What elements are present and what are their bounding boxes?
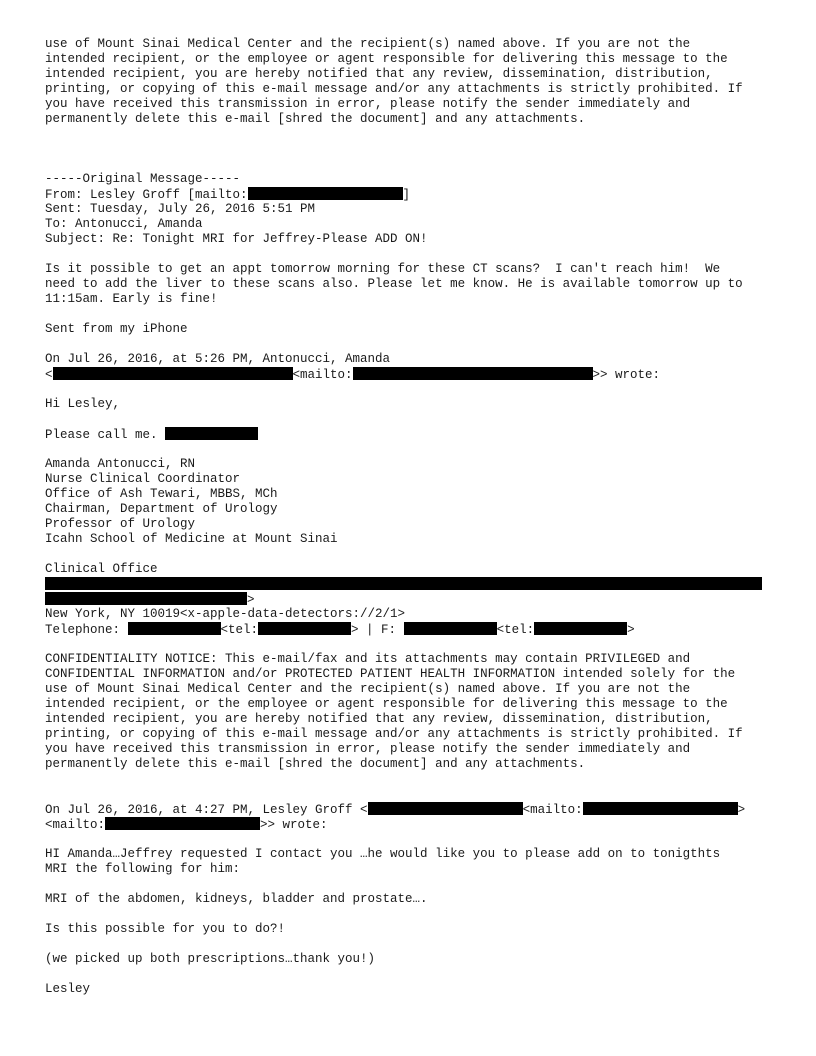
signature-line: Nurse Clinical Coordinator [45,472,241,486]
mri-request: MRI of the abdomen, kidneys, bladder and prostate…. [45,892,428,906]
signature-line: Amanda Antonucci, RN [45,457,196,471]
reply-header: On Jul 26, 2016, at 4:27 PM, Lesley Groff < <mailto: > [45,803,746,817]
signature-line: Icahn School of Medicine at Mount Sinai [45,532,338,546]
from-label: From: Lesley Groff [mailto: [45,188,248,202]
notice-line: intended recipient, or the employee or agent responsible for delivering this message to the [45,697,728,711]
notice-line: you have received this transmission in error, please notify the sender immediately and [45,97,691,111]
redaction-block [45,592,247,605]
notice-line: printing, or copying of this e-mail message and/or any attachments is strictly prohibited. If [45,82,743,96]
redaction-block [258,622,351,635]
to-line: To: Antonucci, Amanda [45,217,203,231]
redaction-block [53,367,293,380]
address-line [45,577,762,592]
body-line: Is it possible to get an appt tomorrow morning for these CT scans? I can't reach him! We [45,262,721,276]
redaction-block [534,622,627,635]
notice-line: intended recipient, you are hereby notified that any review, dissemination, distribution, [45,67,713,81]
from-line [45,187,410,202]
telephone-line: Telephone: <tel: > | F: <tel: > [45,623,635,637]
redaction-block [353,367,593,380]
signature-line: Office of Ash Tewari, MBBS, MCh [45,487,278,501]
redaction-block [165,427,258,440]
signature-line: Chairman, Department of Urology [45,502,278,516]
address-line: > [45,592,255,607]
redaction-block [404,622,497,635]
prescriptions-line: (we picked up both prescriptions…thank you!) [45,952,376,966]
notice-line: printing, or copying of this e-mail message and/or any attachments is strictly prohibited. If [45,727,743,741]
city-line: New York, NY 10019<x-apple-data-detectors://2/1> [45,607,406,621]
notice-line: use of Mount Sinai Medical Center and the recipient(s) named above. If you are not the [45,37,691,51]
call-line: Please call me. [45,427,258,442]
from-suffix: ] [402,188,411,202]
greeting: Hi Lesley, [45,397,121,411]
redaction-block [368,802,523,815]
redaction-block [248,187,403,200]
notice-line: you have received this transmission in error, please notify the sender immediately and [45,742,691,756]
original-message-divider: -----Original Message----- [45,172,241,186]
body-line: MRI the following for him: [45,862,241,876]
redaction-block [105,817,260,830]
redaction-block [583,802,738,815]
body-line: HI Amanda…Jeffrey requested I contact you …he would like you to please add on to tonigthts [45,847,721,861]
reply-header: On Jul 26, 2016, at 5:26 PM, Antonucci, Amanda [45,352,391,366]
notice-line: permanently delete this e-mail [shred the document] and any attachments. [45,757,586,771]
redaction-block [45,577,762,590]
notice-line: intended recipient, you are hereby notified that any review, dissemination, distribution, [45,712,713,726]
sign-off: Lesley [45,982,91,996]
clinical-office-label: Clinical Office [45,562,158,576]
notice-line: CONFIDENTIAL INFORMATION and/or PROTECTED PATIENT HEALTH INFORMATION intended solely for the [45,667,736,681]
body-line: need to add the liver to these scans also. Please let me know. He is available tomorrow up to [45,277,743,291]
redaction-block [128,622,221,635]
reply-header-address: < <mailto: >> wrote: [45,368,661,382]
reply-header-mailto: <mailto: >> wrote: [45,818,328,832]
subject-line: Subject: Re: Tonight MRI for Jeffrey-Please ADD ON! [45,232,428,246]
sent-line: Sent: Tuesday, July 26, 2016 5:51 PM [45,202,316,216]
body-line: 11:15am. Early is fine! [45,292,218,306]
notice-line: intended recipient, or the employee or agent responsible for delivering this message to the [45,52,728,66]
notice-line: use of Mount Sinai Medical Center and the recipient(s) named above. If you are not the [45,682,691,696]
question-line: Is this possible for you to do?! [45,922,286,936]
notice-line: permanently delete this e-mail [shred the document] and any attachments. [45,112,586,126]
sent-from-iphone: Sent from my iPhone [45,322,188,336]
signature-line: Professor of Urology [45,517,196,531]
notice-line: CONFIDENTIALITY NOTICE: This e-mail/fax and its attachments may contain PRIVILEGED and [45,652,691,666]
